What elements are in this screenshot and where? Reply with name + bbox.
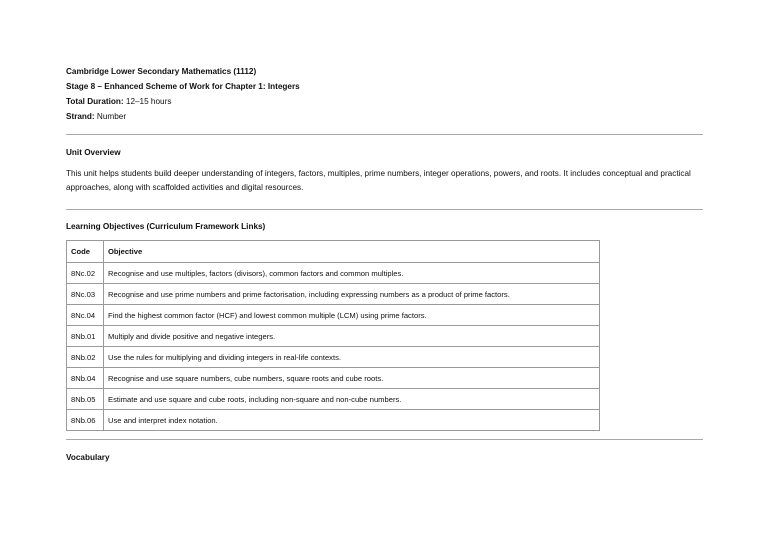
document-header [66, 64, 300, 124]
objective-text: Recognise and use square numbers, cube numbers, square roots and cube roots. [104, 368, 600, 389]
objective-text: Use and interpret index notation. [104, 410, 600, 431]
strand-line [66, 109, 300, 124]
overview-text: This unit helps students build deeper understanding of integers, factors, multiples, prime numbers, integer operations, powers, and roots. It includes conceptual and practical approaches, along with scaffolded activities and digital resources. [66, 169, 691, 192]
objective-code: 8Nb.02 [67, 347, 104, 368]
objective-code: 8Nb.05 [67, 389, 104, 410]
objective-text: Recognise and use multiples, factors (divisors), common factors and common multiples. [104, 263, 600, 284]
table-row [67, 284, 600, 305]
divider [66, 439, 703, 440]
table-row [67, 347, 600, 368]
column-header-code: Code [67, 241, 104, 263]
overview-title: Unit Overview [66, 148, 121, 157]
objective-text: Multiply and divide positive and negative integers. [104, 326, 600, 347]
objective-text: Find the highest common factor (HCF) and lowest common multiple (LCM) using prime factors. [104, 305, 600, 326]
objective-text: Recognise and use prime numbers and prime factorisation, including expressing numbers as a product of prime factors. [104, 284, 600, 305]
column-header-objective: Objective [104, 241, 600, 263]
table-row [67, 368, 600, 389]
divider [66, 209, 703, 210]
objective-code: 8Nb.04 [67, 368, 104, 389]
objectives-title: Learning Objectives (Curriculum Framework Links) [66, 222, 266, 231]
objective-text: Estimate and use square and cube roots, including non-square and non-cube numbers. [104, 389, 600, 410]
table-row [67, 305, 600, 326]
table-row [67, 389, 600, 410]
scheme-title: Stage 8 – Enhanced Scheme of Work for Chapter 1: Integers [66, 82, 300, 91]
objective-code: 8Nc.02 [67, 263, 104, 284]
duration-label: Total Duration: [66, 97, 124, 106]
objectives-table [66, 240, 600, 431]
objective-code: 8Nc.03 [67, 284, 104, 305]
divider [66, 134, 703, 135]
table-row [67, 263, 600, 284]
vocabulary-title: Vocabulary [66, 453, 110, 462]
objective-code: 8Nb.06 [67, 410, 104, 431]
objective-text: Use the rules for multiplying and dividing integers in real-life contexts. [104, 347, 600, 368]
table-header-row [67, 241, 600, 263]
course-title: Cambridge Lower Secondary Mathematics (1112) [66, 67, 257, 76]
objective-code: 8Nb.01 [67, 326, 104, 347]
strand-label: Strand: [66, 112, 95, 121]
table-row [67, 326, 600, 347]
objective-code: 8Nc.04 [67, 305, 104, 326]
strand-value: Number [94, 112, 127, 121]
table-row [67, 410, 600, 431]
duration-line [66, 94, 300, 109]
duration-value: 12–15 hours [123, 97, 172, 106]
